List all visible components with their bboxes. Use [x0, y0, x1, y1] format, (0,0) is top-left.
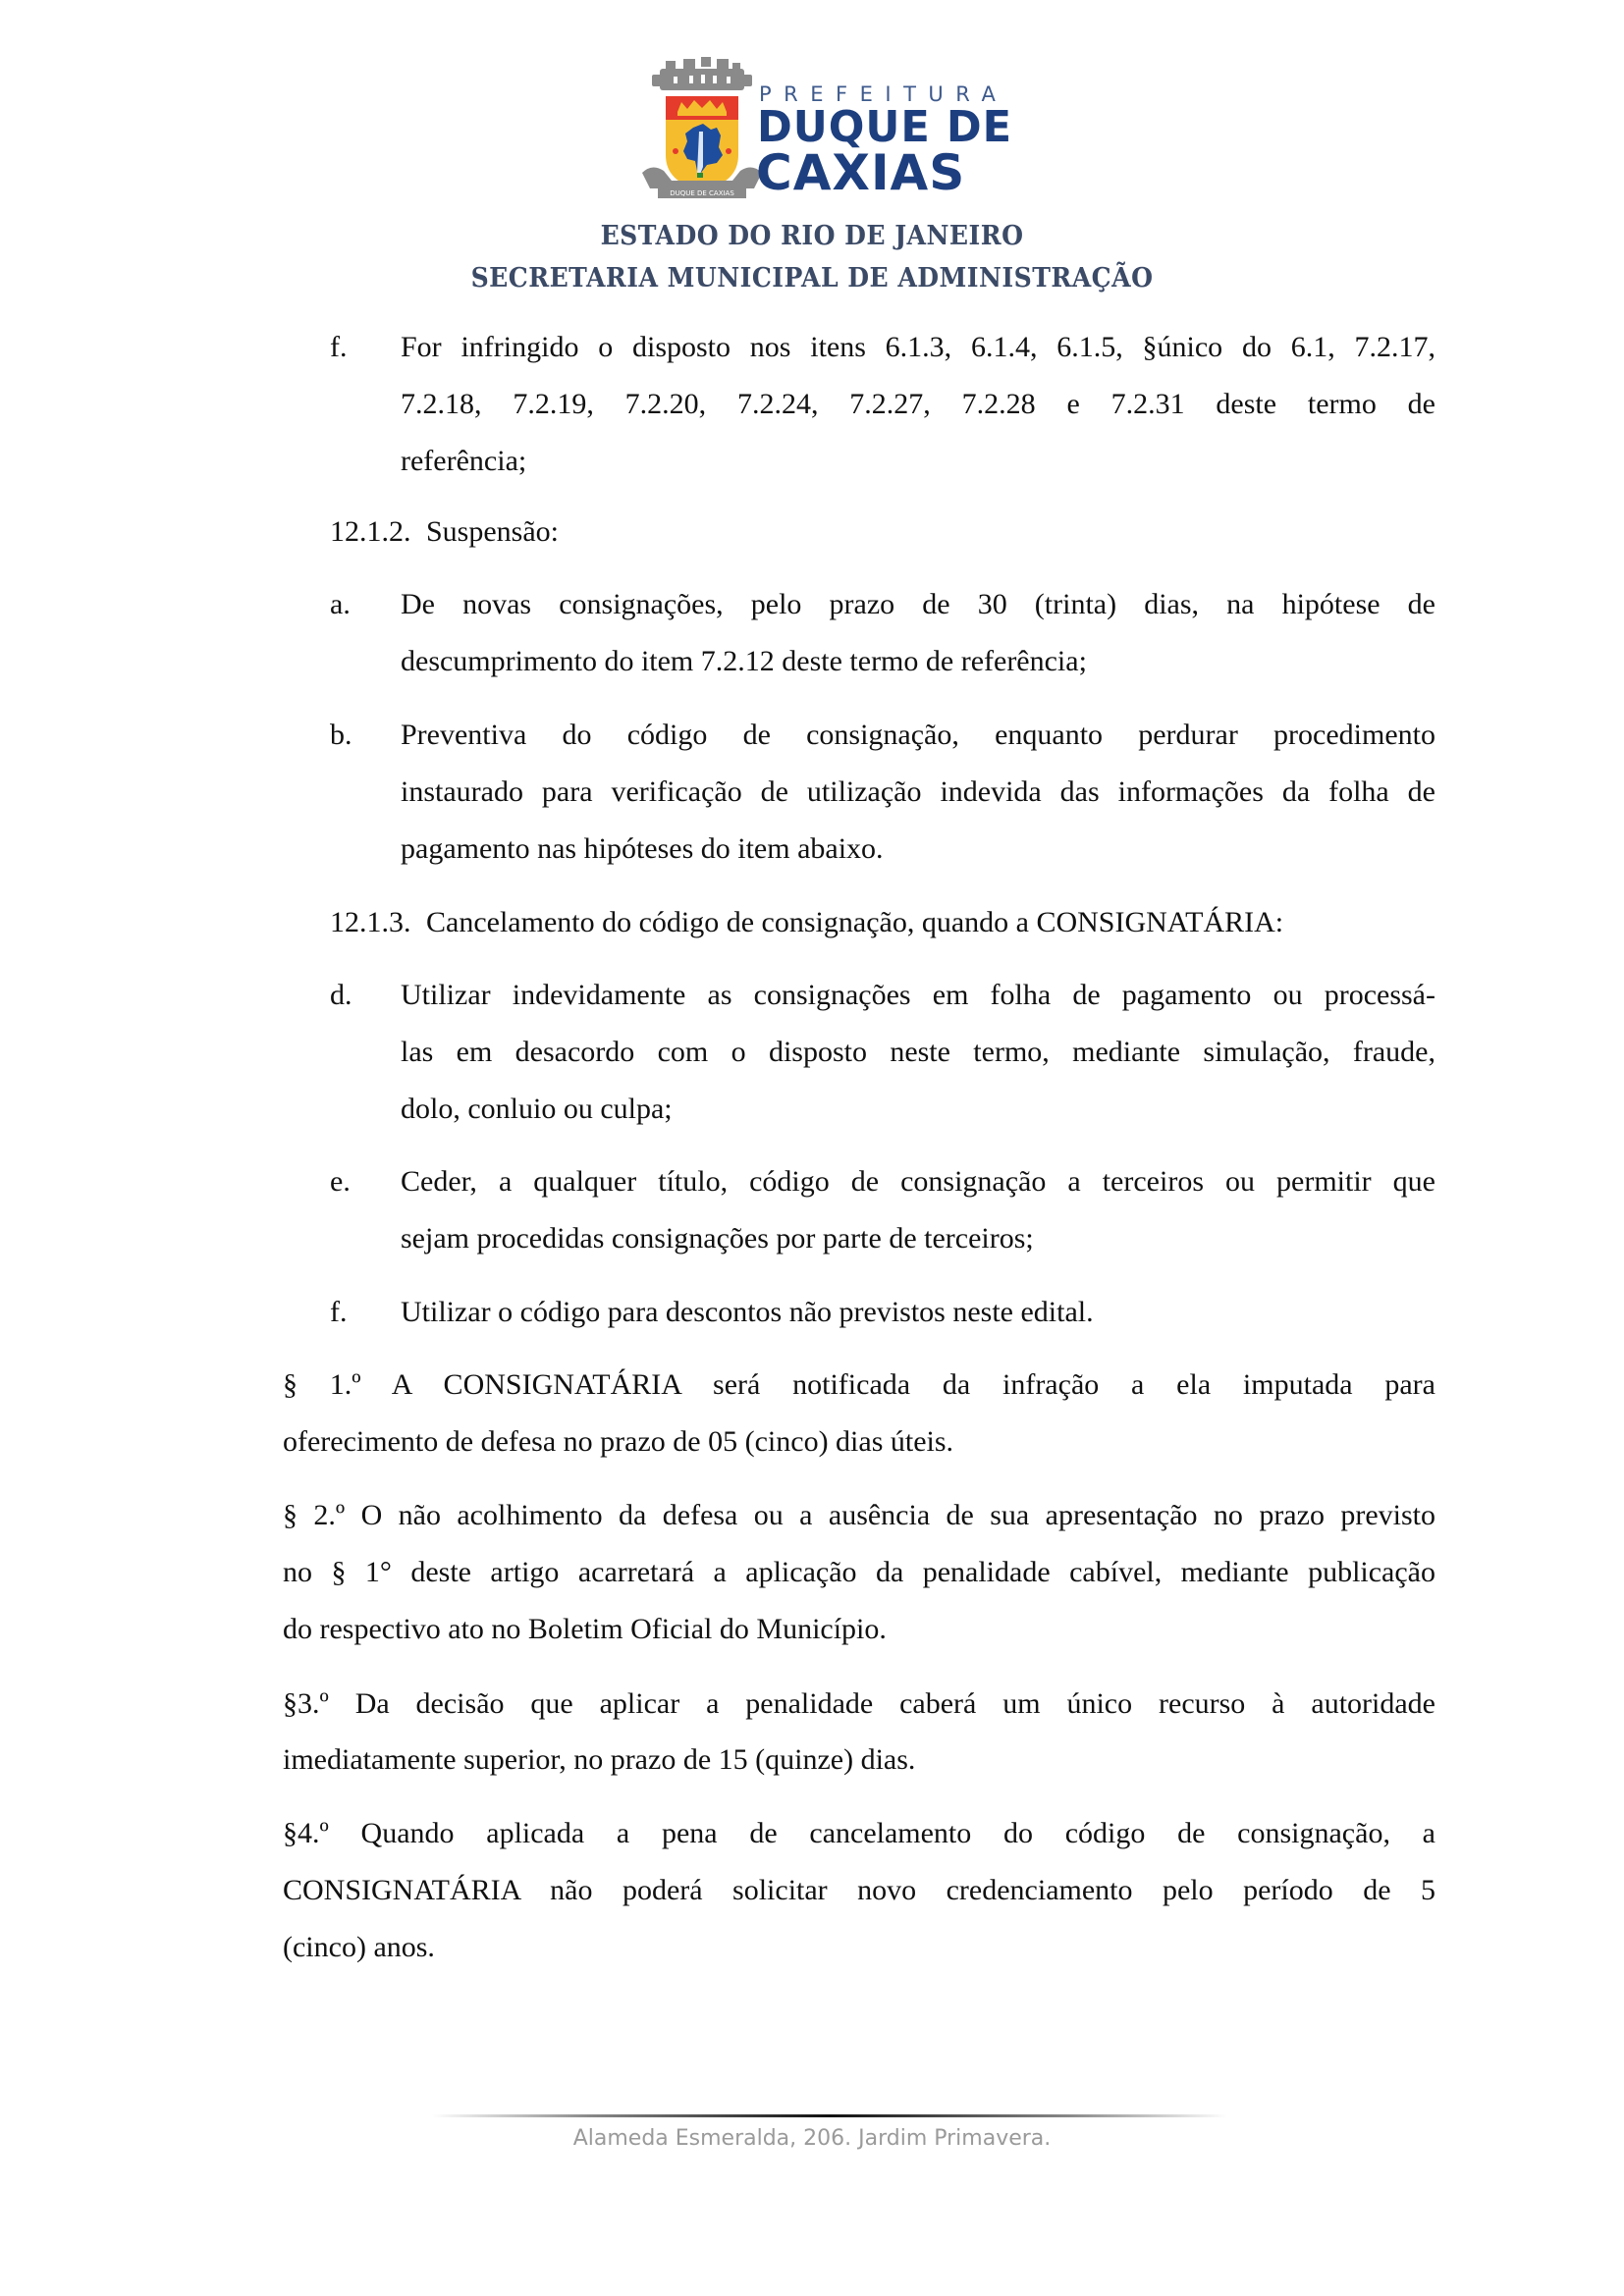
paragraph-line: oferecimento de defesa no prazo de 05 (cinco) dias úteis.: [283, 1425, 954, 1458]
list-label: b.: [330, 719, 352, 751]
list-text-line: Utilizar o código para descontos não previstos neste edital.: [401, 1296, 1094, 1328]
coat-of-arms-icon: [638, 57, 766, 204]
list-text-line: las em desacordo com o disposto neste termo, mediante simulação, fraude,: [401, 1036, 1435, 1068]
section-number: 12.1.3.: [330, 906, 411, 938]
header-state: ESTADO DO RIO DE JANEIRO: [600, 221, 1024, 251]
list-label: a.: [330, 588, 351, 620]
list-text-line: Utilizar indevidamente as consignações em folha de pagamento ou processá-: [401, 979, 1435, 1011]
header-secretariat: SECRETARIA MUNICIPAL DE ADMINISTRAÇÃO: [470, 263, 1154, 294]
footer-divider: [432, 2114, 1227, 2117]
list-text-line: De novas consignações, pelo prazo de 30 (trinta) dias, na hipótese de: [401, 588, 1435, 620]
logo-line-caxias: CAXIAS: [756, 144, 966, 201]
logo-line-duque-de: DUQUE DE: [757, 102, 1013, 152]
list-text-line: sejam procedidas consignações por parte de terceiros;: [401, 1222, 1034, 1255]
list-text-line: Ceder, a qualquer título, código de consignação a terceiros ou permitir que: [401, 1165, 1435, 1198]
paragraph-line: (cinco) anos.: [283, 1931, 435, 1963]
logo-scroll-text: DUQUE DE CAXIAS: [670, 189, 734, 197]
list-label: f.: [330, 331, 348, 363]
paragraph-line: imediatamente superior, no prazo de 15 (quinze) dias.: [283, 1743, 916, 1776]
section-title: Cancelamento do código de consignação, quando a CONSIGNATÁRIA:: [426, 906, 1284, 938]
list-text-line: instaurado para verificação de utilização indevida das informações da folha de: [401, 775, 1435, 808]
list-label: d.: [330, 979, 352, 1011]
paragraph-line: §4.º Quando aplicada a pena de cancelamento do código de consignação, a: [283, 1817, 1435, 1849]
paragraph-line: do respectivo ato no Boletim Oficial do Município.: [283, 1613, 887, 1645]
footer-address: Alameda Esmeralda, 206. Jardim Primavera.: [572, 2126, 1052, 2151]
list-text-line: pagamento nas hipóteses do item abaixo.: [401, 832, 884, 865]
list-text-line: Preventiva do código de consignação, enquanto perdurar procedimento: [401, 719, 1435, 751]
section-title: Suspensão:: [426, 515, 559, 548]
paragraph-line: § 1.º A CONSIGNATÁRIA será notificada da infração a ela imputada para: [283, 1368, 1435, 1401]
section-number: 12.1.2.: [330, 515, 411, 548]
list-text-line: descumprimento do item 7.2.12 deste termo de referência;: [401, 645, 1087, 677]
logo-line-prefeitura: PREFEITURA: [759, 82, 1008, 106]
list-text-line: referência;: [401, 445, 527, 477]
paragraph-line: CONSIGNATÁRIA não poderá solicitar novo credenciamento pelo período de 5: [283, 1874, 1435, 1906]
paragraph-line: § 2.º O não acolhimento da defesa ou a ausência de sua apresentação no prazo previsto: [283, 1499, 1435, 1531]
list-label: f.: [330, 1296, 348, 1328]
list-label: e.: [330, 1165, 351, 1198]
list-text-line: For infringido o disposto nos itens 6.1.3, 6.1.4, 6.1.5, §único do 6.1, 7.2.17,: [401, 331, 1435, 363]
paragraph-line: §3.º Da decisão que aplicar a penalidade caberá um único recurso à autoridade: [283, 1687, 1435, 1720]
list-text-line: 7.2.18, 7.2.19, 7.2.20, 7.2.24, 7.2.27, 7.2.28 e 7.2.31 deste termo de: [401, 388, 1435, 420]
paragraph-line: no § 1° deste artigo acarretará a aplicação da penalidade cabível, mediante publicação: [283, 1556, 1435, 1588]
list-text-line: dolo, conluio ou culpa;: [401, 1093, 673, 1125]
